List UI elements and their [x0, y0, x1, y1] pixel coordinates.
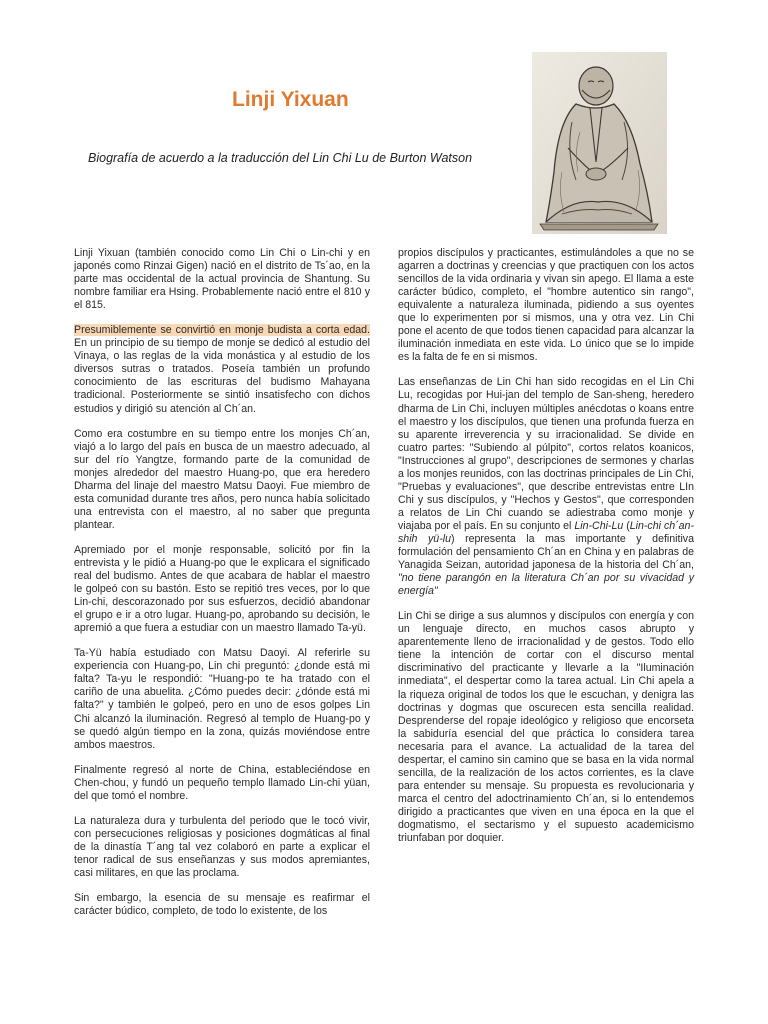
paragraph: Sin embargo, la esencia de su mensaje es reafirmar el carácter búdico, completo, de todo lo existente, de los	[74, 892, 370, 918]
paragraph-text: En un principio de su tiempo de monje se dedicó al estudio del Vinaya, o las reglas de la vida monástica y al estudio de los diversos sutras o tratados. Poseía también un profundo conocimiento de las escrituras del budismo Mahayana tradicional. Posteriormente se sintió insatisfecho con dichos estudios y dirigió su atención al Ch´an.	[74, 337, 370, 415]
paragraph: La naturaleza dura y turbulenta del periodo que le tocó vivir, con persecuciones religiosas y posiciones dogmáticas al final de la dinastía T´ang tal vez colaboró en parte a explicar el tenor radical de sus enseñanzas y sus modos apremiantes, casi militares, en que las proclama.	[74, 814, 370, 879]
paragraph	[398, 376, 694, 598]
paragraph: Como era costumbre en su tiempo entre los monjes Ch´an, viajó a lo largo del país en busca de un maestro adecuado, al sur del río Yangtze, formando parte de la comunidad de monjes alrededor del maestro Huang-po, que era heredero Dharma del linaje del maestro Matsu Daoyi. Fue miembro de esta comunidad durante tres años, pero nunca había solicitado una entrevista con el maestro, al no saber que pregunta plantear.	[74, 427, 370, 531]
paragraph-text: ) representa la mas importante y definitiva formulación del pensamiento Ch´an en China y en palabras de Yanagida Seizan, autoridad japonesa de la historia del Ch´an,	[398, 532, 694, 572]
right-column	[398, 247, 694, 857]
paragraph: propios discípulos y practicantes, estimulándoles a que no se agarren a doctrinas y creencias y que practiquen con los actos sencillos de la vida ordinaria y vivan sin apego. El llama a este carácter búdico, completo, el "hombre autentico sin rango", equivalente a naturaleza iluminada, pidiendo a sus oyentes que lo experimenten por si mismos, una y otra vez. Lin Chi pone el acento de que todos tienen capacidad para alcanzar la iluminación inmediata en este vida. Lo único que se lo impide es la falta de fe en si mismos.	[398, 247, 694, 364]
paragraph: Ta-Yü había estudiado con Matsu Daoyi. Al referirle su experiencia con Huang-po, Lin chi preguntó: ¿donde está mi falta? Ta-yu le respondió: "Huang-po te ha tratado con el cariño de una abuelita. ¿Cómo puedes decir: ¿dónde está mi falta?" y también le golpeó, pero en uno de esos golpes Lin Chi alcanzó la iluminación. Regresó al templo de Huang-po y se quedó algún tiempo en la zona, quizás moviéndose entre ambos maestros.	[74, 647, 370, 751]
paragraph-text: (	[623, 519, 630, 532]
paragraph: Lin Chi se dirige a sus alumnos y discípulos con energía y con un lenguaje directo, en muchos casos abrupto y aparentemente lleno de irracionalidad y de gestos. Todo ello tiene la intención de cortar con el discurso mental discriminativo del practicante y llevarle a la "Iluminación inmediata", el despertar como la tarea actual. Lin Chi apela a la riqueza original de todos los que le escuchan, y denigra las doctrinas y dogmas que oscurecen esta sencilla realidad. Desprenderse del ropaje ideológico y religioso que encorseta la sabiduría esencial del que práctica lo considera tarea necesaria para el avance. La actualidad de la tarea del despertar, el camino sin camino que se basa en la vida normal sencilla, de la realización de los actos corrientes, es la clave para entender su mensaje. Su propuesta es revolucionaria y marca el centro del adoctrinamiento Ch´an, si lo entendemos dirigido a practicantes que viven en una época en la que el dogmatismo, el sectarismo y el supuesto academicismo triunfaban por doquier.	[398, 610, 694, 845]
paragraph	[74, 324, 370, 415]
paragraph: Linji Yixuan (también conocido como Lin Chi o Lin-chi y en japonés como Rinzai Gigen) nació en el distrito de Ts´ao, en la parte mas occidental de la actual provincia de Shantung. Su nombre familiar era Hsing. Probablemente nació entre el 810 y el 815.	[74, 247, 370, 312]
paragraph-text: Las enseñanzas de Lin Chi han sido recogidas en el Lin Chi Lu, recogidas por Hui-jan del templo de San-sheng, heredero dharma de Lin Chi, incluyen múltiples anécdotas o koans entre el maestro y los discípulos, que tienen una profunda fuerza en su aparente irreverencia y su irracionalidad. Se divide en cuatro partes: "Subiendo al púlpito", cortos relatos koanicos, "Instrucciones al grupo", descripciones de sermones y charlas a los monjes reunidos, con las doctrinas principales de Lin Chi, "Pruebas y evaluaciones", que describe entrevistas entre LIn Chi y sus discípulos, y "Hechos y Gestos", que corresponden a relatos de Lin Chi cuando se adiestraba como monje y viajaba por el país. En su conjunto el	[398, 376, 694, 532]
seated-monk-portrait-icon	[532, 52, 667, 234]
book-title: Lin-Chi-Lu	[574, 519, 624, 532]
paragraph: Apremiado por el monje responsable, solicitó por fin la entrevista y le pidió a Huang-po que le explicara el significado real del budismo. Antes de que acabara de hablar el maestro le golpeó con su bastón. Esto se repitió tres veces, por lo que Lin-chi, descorazonado por sus esfuerzos, decidió abandonar el grupo e ir a otro lugar. Huang-po, aprobando su decisión, le apremió a que fuera a estudiar con un maestro llamado Ta-yü.	[74, 543, 370, 635]
highlighted-text: Presumiblemente se convirtió en monje budista a corta edad.	[74, 324, 370, 337]
page-subtitle: Biografía de acuerdo a la traducción del Lin Chi Lu de Burton Watson	[88, 151, 473, 165]
left-column	[74, 247, 370, 930]
quote: "no tiene parangón en la literatura Ch´an por su vivacidad y energía"	[398, 572, 694, 598]
book-title: Lin-chi ch´an-shih yü-lu	[398, 519, 694, 545]
paragraph: Finalmente regresó al norte de China, estableciéndose en Chen-chou, y fundó un pequeño templo llamado Lin-chi yüan, del que tomó el nombre.	[74, 763, 370, 802]
page-title: Linji Yixuan	[232, 88, 349, 111]
